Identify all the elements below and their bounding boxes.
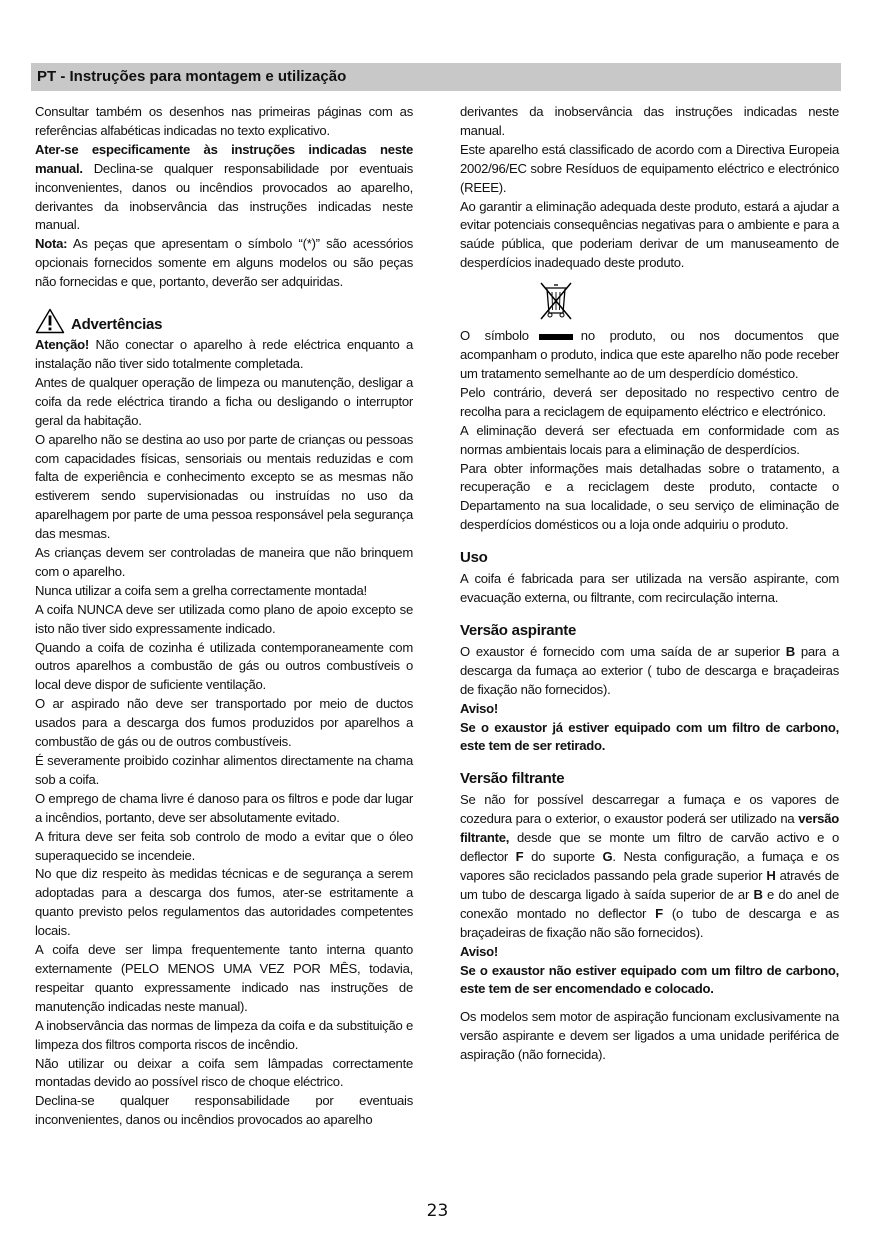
filtrante-text: Se não for possível descarregar a fumaça e os vapores de cozedura para o exterior, o exaustor poderá ser utilizado na <box>460 792 839 827</box>
warning-paragraph: O ar aspirado não deve ser transportado por meio de ductos usados para a descarga dos fumos produzidos por aparelhos a combustão de gás ou de outros combustíveis. <box>35 696 413 750</box>
weee-symbol-text-b: no produto, ou nos documentos que acompanham o produto, indica que este aparelho não pode receber um tratamento semelhante ao de um desperdício doméstico. <box>460 328 840 381</box>
warning-paragraph: A inobservância das normas de limpeza da coifa e da substituição e limpeza dos filtros comporta riscos de incêndio. <box>35 1017 413 1052</box>
recycling-paragraph: Pelo contrário, deverá ser depositado no respectivo centro de recolha para a reciclagem de equipamento eléctrico e electrónico. <box>460 384 839 419</box>
attention-bold: Atenção! <box>35 337 90 353</box>
uso-heading: Uso <box>460 549 488 567</box>
attention-text: Não conectar o aparelho à rede eléctrica enquanto a instalação não tiver sido totalmente completada. <box>35 337 413 371</box>
disposal-paragraph: Ao garantir a eliminação adequada deste produto, estará a ajudar a evitar potenciais consequências negativas para o ambiente e para a saúde pública, que poderiam derivar de um manuseamento de desperdícios inadequado deste produto. <box>460 198 839 271</box>
warning-paragraph: Declina-se qualquer responsabilidade por eventuais inconvenientes, danos ou incêndios provocados ao aparelho <box>35 1093 413 1128</box>
filtrante-text: . Nesta configuração, a fumaça e os vapores são reciclados passando pela grade superior <box>460 849 839 883</box>
warning-paragraph: Nunca utilizar a coifa sem a grelha correctamente montada! <box>35 582 367 598</box>
aspirante-aviso-text: Se o exaustor já estiver equipado com um filtro de carbono, este tem de ser retirado. <box>460 719 839 754</box>
filtrante-text: desde que se monte um filtro de carvão activo e o deflector <box>460 830 839 865</box>
left-column <box>35 103 413 1130</box>
warning-paragraph: O aparelho não se destina ao uso por parte de crianças ou pessoas com capacidades físicas, sensoriais ou mentais reduzidas e com falta de experiência e conhecimento excepto se as mesmas não estiverem sendo supervisionadas ou instruídas no uso da aparelhagem por parte de uma pessoa responsável pela segurança das mesmas. <box>35 431 413 542</box>
motorless-paragraph: Os modelos sem motor de aspiração funcionam exclusivamente na versão aspirante e devem ser ligados a uma unidade periférica de aspiração (não fornecida). <box>460 1009 839 1063</box>
manual-note-paragraph <box>35 141 413 236</box>
warning-paragraph: Quando a coifa de cozinha é utilizada contemporaneamente com outros aparelhos a combustão de gás ou outros combustíveis o local deve dispor de suficiente ventilação. <box>35 639 413 693</box>
aspirante-aviso-label: Aviso! <box>460 700 499 716</box>
aspirante-text-b: para a descarga da fumaça ao exterior ( tubo de descarga e braçadeiras de fixação não fornecidos). <box>460 643 839 697</box>
weee-symbol-text-a: O símbolo <box>460 328 529 344</box>
regulation-paragraph: A eliminação deverá ser efectuada em conformidade com as normas ambientais locais para a eliminação de desperdícios. <box>460 422 839 457</box>
warning-paragraph <box>35 336 413 374</box>
ref-letter: H <box>766 868 776 883</box>
manual-note-bold: Ater-se especificamente às instruções indicadas neste manual. <box>35 141 413 176</box>
filtrante-text: (o tubo de descarga e as braçadeiras de fixação não são fornecidos). <box>460 905 840 940</box>
ref-letter: G <box>602 849 613 865</box>
weee-crossed-bin-icon <box>535 279 577 323</box>
filtrante-aviso-text: Se o exaustor não estiver equipado com um filtro de carbono, este tem de ser encomendado e colocado. <box>460 962 839 997</box>
warnings-heading: Advertências <box>71 316 163 334</box>
uso-paragraph: A coifa é fabricada para ser utilizada na versão aspirante, com evacuação externa, ou filtrante, com recirculação interna. <box>460 571 839 606</box>
filtrante-paragraph <box>460 791 839 942</box>
aspirante-text-a: O exaustor é fornecido com uma saída de ar superior <box>460 643 786 659</box>
warning-paragraph: Não utilizar ou deixar a coifa sem lâmpadas correctamente montadas devido ao possível risco de choque eléctrico. <box>35 1055 413 1090</box>
warning-paragraph: A coifa NUNCA deve ser utilizada como plano de apoio excepto se isto não tiver sido expressamente indicado. <box>35 601 413 636</box>
right-column <box>460 103 839 1065</box>
ref-letter: F <box>515 849 524 865</box>
warning-paragraph: A coifa deve ser limpa frequentemente tanto interna quanto externamente (PELO MENOS UMA VEZ POR MÊS, todavia, respeitar quanto expressamente indicado nas instruções de manutenção indicadas neste manual). <box>35 942 413 1014</box>
filtrante-bold: versão filtrante, <box>460 811 839 846</box>
warning-paragraph: É severamente proibido cozinhar alimentos directamente na chama sob a coifa. <box>35 753 413 787</box>
filtrante-text: do suporte <box>523 849 603 865</box>
filtrante-text: e do anel de conexão montado no deflector <box>460 886 839 921</box>
optional-note-paragraph <box>35 235 413 292</box>
filtrante-aviso-label: Aviso! <box>460 943 499 959</box>
weee-symbol-paragraph <box>460 327 839 384</box>
warning-paragraph: A fritura deve ser feita sob controlo de modo a evitar que o óleo superaquecido se incendeie. <box>35 828 413 863</box>
weee-symbol-row <box>460 279 839 323</box>
optional-note-text: As peças que apresentam o símbolo “(*)” são acessórios opcionais fornecidos somente em alguns modelos ou são peças não fornecidas e que, portanto, deverão ser adquiridas. <box>35 236 413 290</box>
warning-paragraph: No que diz respeito às medidas técnicas e de segurança a serem adoptadas para a descarga dos fumos, ater-se estritamente a quanto previsto pelos regulamentos das autoridades competentes locais. <box>35 866 413 939</box>
weee-directive-paragraph: Este aparelho está classificado de acordo com a Directiva Europeia 2002/96/EC sobre Resíduos de equipamento eléctrico e electrónico (REEE). <box>460 141 839 195</box>
section-title: PT - Instruções para montagem e utilização <box>37 68 347 85</box>
ref-letter: F <box>655 905 663 921</box>
manual-note-text: Declina-se qualquer responsabilidade por eventuais inconvenientes, danos ou incêndios provocados ao aparelho, derivantes da inobservância das instruções indicadas neste manual. <box>35 160 413 233</box>
warning-paragraph: Antes de qualquer operação de limpeza ou manutenção, desligar a coifa da rede eléctrica tirando a ficha ou desligando o interruptor geral da habitação. <box>35 374 413 428</box>
weee-bar-icon <box>539 334 573 340</box>
warning-triangle-icon <box>35 308 65 334</box>
ref-letter: B <box>753 886 763 902</box>
ref-letter: B <box>785 643 795 659</box>
spacer <box>460 999 839 1008</box>
filtrante-text: através de um tubo de descarga ligado à saída superior de ar <box>460 868 839 902</box>
continuation-paragraph: derivantes da inobservância das instruções indicadas neste manual. <box>460 104 839 138</box>
aspirante-paragraph <box>460 643 839 700</box>
intro-paragraph: Consultar também os desenhos nas primeiras páginas com as referências alfabéticas indicadas no texto explicativo. <box>35 104 413 138</box>
filtrante-heading: Versão filtrante <box>460 770 565 788</box>
page-number: 23 <box>426 1201 449 1221</box>
aspirante-heading: Versão aspirante <box>460 621 577 639</box>
warnings-heading-row <box>35 308 413 334</box>
contact-paragraph: Para obter informações mais detalhadas sobre o tratamento, a recuperação e a reciclagem deste produto, contacte o Departamento na sua localidade, o seu serviço de eliminação de desperdícios domésticos ou a loja onde adquiriu o produto. <box>460 460 839 533</box>
optional-note-bold: Nota: <box>35 236 68 252</box>
section-header-bar <box>31 63 841 91</box>
warning-paragraph: O emprego de chama livre é danoso para os filtros e pode dar lugar a incêndios, portanto, deve ser absolutamente evitado. <box>35 790 413 825</box>
warning-paragraph: As crianças devem ser controladas de maneira que não brinquem com o aparelho. <box>35 545 413 579</box>
